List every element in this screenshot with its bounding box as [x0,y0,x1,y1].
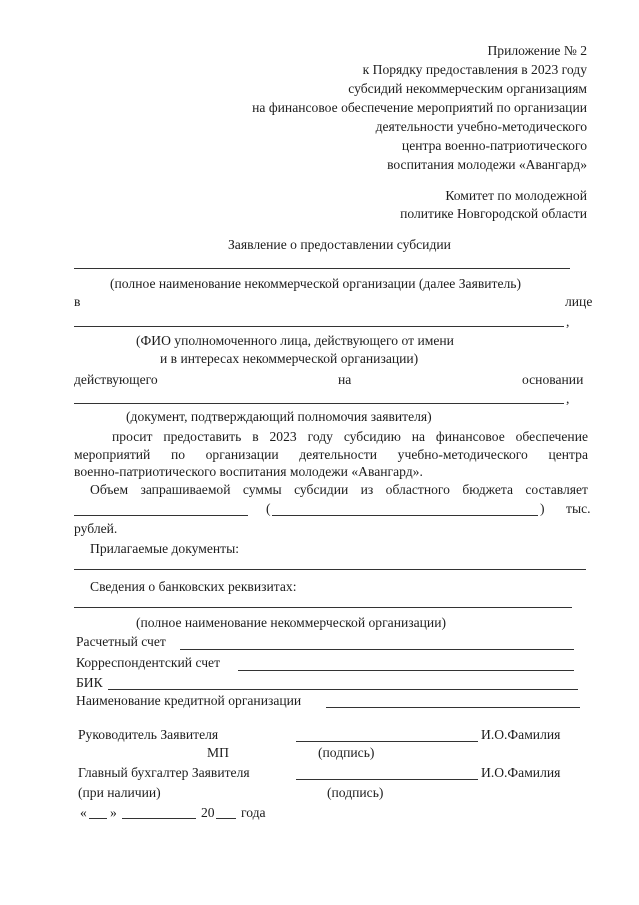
thousand-abbr: тыс. [566,501,591,516]
recipient-line-2: политике Новгородской области [400,206,587,221]
comma-2: , [566,391,570,406]
date-day-field[interactable] [89,818,107,819]
corr-account-label: Корреспондентский счет [76,655,221,670]
amount-words-field[interactable] [272,515,538,516]
signature-hint-2: (подпись) [327,785,384,800]
date-open-quote: « [80,805,87,820]
appendix-line-2: к Порядку предоставления в 2023 году [362,62,587,77]
appendix-line-1: Приложение № 2 [487,43,587,58]
year-prefix: 20 [201,805,215,820]
amount-number-field[interactable] [74,515,248,516]
appendix-line-7: воспитания молодежи «Авангард» [387,157,587,172]
appendix-line-6: центра военно-патриотического [401,138,587,153]
acting-word: действующего [74,372,158,387]
appendix-line-3: субсидий некоммерческим организациям [348,81,587,96]
amount-text: Объем запрашиваемой суммы субсидии из областного бюджета составляет [90,482,588,497]
document-title: Заявление о предоставлении субсидии [228,237,451,252]
date-month-field[interactable] [122,818,196,819]
year-suffix: года [241,805,266,820]
paren-open: ( [266,501,271,516]
bank-name-field[interactable] [326,707,580,708]
bank-org-name-field[interactable] [74,607,572,608]
authority-document-field[interactable] [74,403,564,404]
comma-1: , [566,314,570,329]
attached-docs-field[interactable] [74,569,586,570]
person-hint-1: (ФИО уполномоченного лица, действующего от имени [136,333,454,348]
account-field[interactable] [180,649,574,650]
document-hint: (документ, подтверждающий полномочия заявителя) [126,409,432,424]
face-word: лице [565,294,593,309]
corr-account-field[interactable] [238,670,574,671]
rubles-word: рублей. [74,521,118,536]
org-name-hint: (полное наименование некоммерческой организации (далее Заявитель) [110,276,521,291]
on-word: на [338,372,352,387]
person-hint-2: и в интересах некоммерческой организации) [160,351,419,366]
bik-label: БИК [76,675,103,690]
bank-name-label: Наименование кредитной организации [76,693,302,708]
accountant-label: Главный бухгалтер Заявителя [78,765,250,780]
date-close-quote: » [110,805,117,820]
bik-field[interactable] [108,689,578,690]
request-line-2: мероприятий по организации деятельности учебно-методического центра [74,447,588,462]
request-line-1: просит предоставить в 2023 году субсидию на финансовое обеспечение [112,429,588,444]
appendix-line-4: на финансовое обеспечение мероприятий по организации [252,100,587,115]
date-year-field[interactable] [216,818,236,819]
signature-hint: (подпись) [318,745,375,760]
head-name: И.О.Фамилия [481,727,561,742]
paren-close: ) [540,501,545,516]
accountant-signature-field[interactable] [296,779,478,780]
attached-docs-label: Прилагаемые документы: [90,541,240,556]
accountant-name: И.О.Фамилия [481,765,561,780]
person-name-field[interactable] [74,326,564,327]
basis-word: основании [522,372,584,387]
bank-details-label: Сведения о банковских реквизитах: [90,579,297,594]
head-label: Руководитель Заявителя [78,727,219,742]
org-name-field[interactable] [74,268,570,269]
if-any-note: (при наличии) [78,785,161,800]
request-line-3: военно-патриотического воспитания молодежи «Авангард». [74,464,423,479]
in-word: в [74,294,81,309]
appendix-line-5: деятельности учебно-методического [375,119,587,134]
account-label: Расчетный счет [76,634,166,649]
seal-label: МП [207,745,229,760]
bank-org-hint: (полное наименование некоммерческой организации) [136,615,447,630]
head-signature-field[interactable] [296,741,478,742]
recipient-line-1: Комитет по молодежной [445,188,587,203]
